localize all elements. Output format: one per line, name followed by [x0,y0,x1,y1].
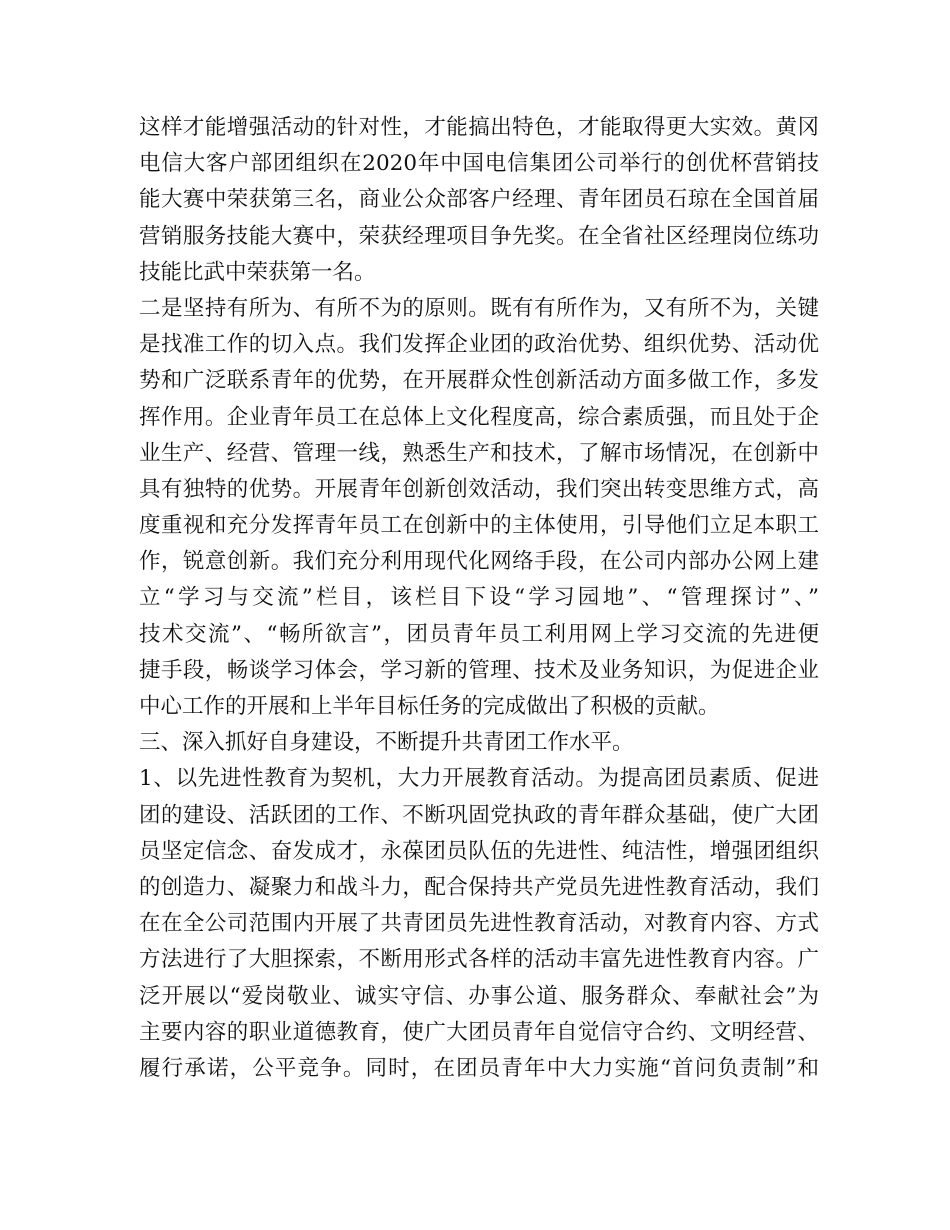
text-line-19: 1、以先进性教育为契机，大力开展教育活动。为提高团员素质、促进 [139,766,819,792]
text-line-21: 员坚定信念、奋发成才，永葆团员队伍的先进性、纯洁性，增强团组织 [139,838,819,864]
text-line-9: 挥作用。企业青年员工在总体上文化程度高，综合素质强，而且处于企 [139,404,819,430]
text-line-25: 泛开展以“爱岗敬业、诚实守信、办事公道、服务群众、奉献社会”为 [139,983,819,1009]
text-line-24: 方法进行了大胆探索，不断用形式各样的活动丰富先进性教育内容。广 [139,947,819,973]
text-line-23: 在在全公司范围内开展了共青团员先进性教育活动，对教育内容、方式 [139,911,819,937]
text-line-20: 团的建设、活跃团的工作、不断巩固党执政的青年群众基础，使广大团 [139,802,819,828]
text-line-12: 度重视和充分发挥青年员工在创新中的主体使用，引导他们立足本职工 [139,513,819,539]
text-line-15: 技术交流”、“畅所欲言”，团员青年员工利用网上学习交流的先进便 [139,621,819,647]
text-line-1: 这样才能增强活动的针对性，才能搞出特色，才能取得更大实效。黄冈 [139,115,819,140]
text-line-10: 业生产、经营、管理一线，熟悉生产和技术，了解市场情况，在创新中 [139,440,819,466]
text-line-22: 的创造力、凝聚力和战斗力，配合保持共产党员先进性教育活动，我们 [139,874,819,900]
text-line-17: 中心工作的开展和上半年目标任务的完成做出了积极的贡献。 [139,694,720,719]
text-line-14: 立“学习与交流”栏目，该栏目下设“学习园地”、“管理探讨”、” [139,585,819,611]
text-line-3: 能大赛中荣获第三名，商业公众部客户经理、青年团员石琼在全国首届 [139,187,819,213]
text-line-2: 电信大客户部团组织在2020年中国电信集团公司举行的创优杯营销技 [139,151,819,177]
text-line-6: 二是坚持有所为、有所不为的原则。既有有所作为，又有所不为，关键 [139,295,819,321]
text-line-4: 营销服务技能大赛中，荣获经理项目争先奖。在全省社区经理岗位练功 [139,223,819,249]
text-line-27: 履行承诺，公平竞争。同时，在团员青年中大力实施“首问负责制”和 [139,1055,819,1081]
text-line-7: 是找准工作的切入点。我们发挥企业团的政治优势、组织优势、活动优 [139,332,819,358]
text-line-18: 三、深入抓好自身建设，不断提升共青团工作水平。 [139,730,634,756]
text-line-26: 主要内容的职业道德教育，使广大团员青年自觉信守合约、文明经营、 [139,1019,819,1045]
text-line-8: 势和广泛联系青年的优势，在开展群众性创新活动方面多做工作，多发 [139,368,819,394]
text-line-11: 具有独特的优势。开展青年创新创效活动，我们突出转变思维方式，高 [139,476,819,502]
body-text [139,110,819,1087]
text-line-13: 作，锐意创新。我们充分利用现代化网络手段，在公司内部办公网上建 [139,549,819,575]
text-line-16: 捷手段，畅谈学习体会，学习新的管理、技术及业务知识，为促进企业 [139,657,819,683]
text-line-5: 技能比武中荣获第一名。 [139,259,376,285]
